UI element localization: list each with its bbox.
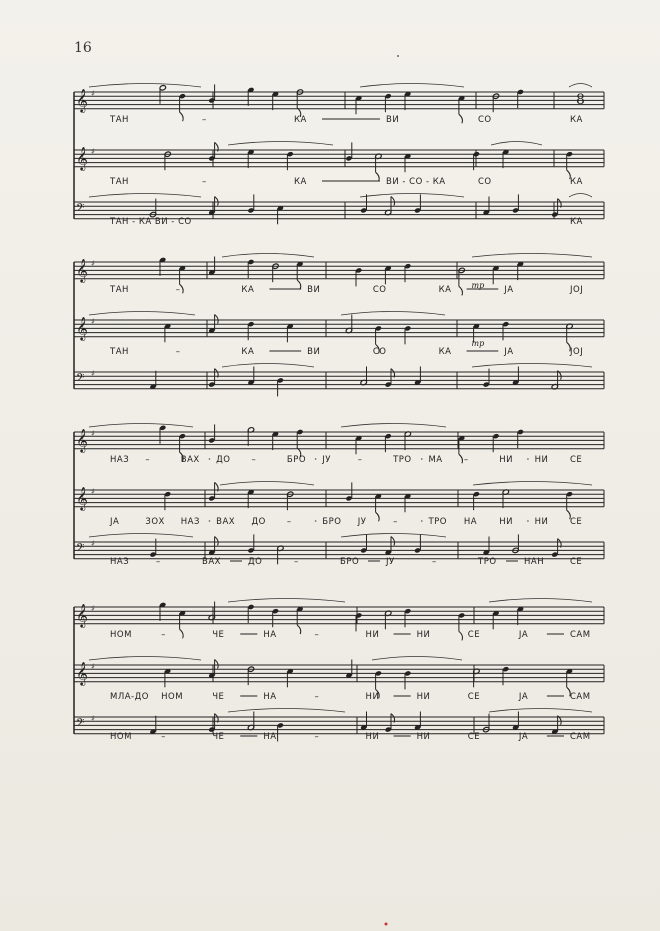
note-icon	[247, 194, 254, 213]
lyric-syllable: СО	[478, 177, 492, 187]
lyric-syllable: –	[314, 692, 320, 702]
treble-clef-icon: 𝄞	[76, 316, 88, 340]
lyric-syllable: ТАН	[110, 347, 129, 357]
lyric-syllable: СЕ	[570, 557, 583, 567]
lyric-syllable: –	[314, 732, 320, 742]
bass-clef-icon: 𝄢	[76, 372, 85, 387]
note-icon	[473, 491, 480, 510]
page-number: 16	[74, 40, 92, 56]
lyric-syllable: ДО	[248, 557, 263, 567]
treble-clef-icon: 𝄞	[76, 258, 88, 282]
note-icon	[414, 534, 421, 553]
treble-clef-icon: 𝄞	[76, 661, 88, 685]
music-system	[74, 599, 604, 743]
dynamic-marking: mp	[471, 339, 485, 348]
note-icon	[149, 539, 156, 558]
treble-staff	[74, 599, 604, 641]
note-icon	[355, 267, 362, 286]
lyric-syllable: ЈА	[504, 347, 514, 357]
music-system	[74, 84, 604, 228]
lyric-syllable: ТРО	[393, 455, 412, 465]
treble-clef-icon: 𝄞	[76, 146, 88, 170]
note-icon	[385, 93, 392, 112]
note-icon	[404, 608, 411, 627]
lyric-syllable: КА	[438, 285, 452, 295]
lyric-syllable: –	[294, 557, 299, 567]
note-icon	[404, 325, 411, 344]
note-icon	[345, 142, 352, 161]
note-icon	[502, 321, 509, 340]
note-icon	[208, 84, 215, 103]
lyric-syllable: ЈА	[518, 630, 529, 640]
lyric-syllable: НОМ	[110, 630, 132, 640]
slur	[222, 254, 314, 258]
lyric-syllable: НОМ	[161, 692, 184, 702]
slur	[473, 482, 592, 486]
lyric-syllable: ЧЕ	[212, 692, 225, 702]
note-icon	[164, 491, 171, 510]
lyric-syllable: НАЗ	[110, 455, 130, 465]
lyric-syllable: ЈА	[518, 732, 529, 742]
sharp-icon: ♯	[91, 369, 95, 378]
slur	[89, 534, 193, 538]
bass-staff	[74, 534, 604, 568]
slur	[372, 657, 462, 661]
lyric-syllable: –	[202, 115, 207, 125]
lyric-syllable: СЕ	[467, 692, 481, 702]
slur	[569, 194, 592, 198]
slur	[472, 364, 592, 368]
note-icon	[287, 151, 294, 170]
lyric-syllable: –	[175, 285, 181, 295]
lyric-syllable: ДО	[251, 517, 266, 527]
lyric-syllable: –	[314, 630, 320, 640]
lyric-syllable: СО	[372, 347, 387, 357]
slur	[89, 84, 201, 88]
lyric-syllable: НА	[263, 732, 277, 742]
bass-staff	[74, 364, 604, 397]
lyric-syllable: САМ	[570, 630, 591, 640]
sharp-icon: ♯	[91, 539, 95, 548]
lyric-syllable: –	[145, 455, 151, 465]
note-icon	[517, 429, 524, 448]
lyric-syllable: –	[161, 630, 166, 640]
lyric-syllable: НИ	[365, 692, 380, 702]
lyric-syllable: БРО	[322, 517, 342, 527]
lyric-syllable: ЈУ	[357, 517, 367, 527]
bass-clef-icon: 𝄢	[76, 202, 85, 217]
slur	[220, 482, 314, 486]
lyric-syllable: КА	[570, 177, 583, 187]
note-icon	[360, 534, 367, 553]
lyric-syllable: КА	[570, 217, 583, 227]
note-icon	[355, 612, 362, 631]
lyric-syllable: НИ	[416, 732, 431, 742]
note-icon	[385, 433, 392, 452]
sharp-icon: ♯	[91, 259, 95, 268]
lyric-syllable: ВАХ	[216, 517, 236, 527]
lyric-syllable: САМ	[570, 692, 591, 702]
note-icon	[277, 722, 284, 741]
sharp-icon: ♯	[91, 487, 95, 496]
lyric-syllable: –	[161, 732, 166, 742]
note-icon	[492, 433, 499, 452]
note-icon	[159, 425, 166, 444]
time-signature: 8	[576, 92, 585, 108]
lyric-syllable: МЛА-ДО	[110, 692, 149, 702]
lyric-syllable: КА	[241, 347, 255, 357]
note-icon	[247, 321, 254, 340]
dynamic-marking: mp	[471, 281, 485, 290]
note-icon	[247, 534, 254, 553]
lyric-syllable: НИ	[416, 630, 431, 640]
treble-clef-icon: 𝄞	[76, 603, 88, 627]
lyric-syllable: НА	[263, 692, 277, 702]
slur	[489, 709, 592, 713]
treble-staff	[74, 142, 604, 188]
note-icon	[512, 194, 519, 213]
lyric-syllable: НИ	[365, 732, 380, 742]
lyric-syllable: СО	[478, 115, 492, 125]
lyric-syllable: СО	[372, 285, 387, 295]
lyric-syllable: ТАН - КА ВИ - СО	[110, 217, 192, 227]
lyric-syllable: ВАХ	[180, 455, 200, 465]
lyric-syllable: НА	[463, 517, 478, 527]
note-icon	[502, 666, 509, 685]
lyric-syllable: НИ	[499, 517, 513, 527]
lyric-syllable: –	[393, 517, 398, 527]
slur	[360, 194, 464, 198]
lyric-syllable: ТАН	[110, 285, 129, 295]
lyric-syllable: ВИ	[386, 115, 400, 125]
note-icon	[247, 259, 254, 278]
lyric-syllable: НАЗ	[110, 557, 130, 567]
slur	[341, 534, 446, 538]
slur	[89, 312, 195, 316]
lyric-syllable: –	[202, 177, 207, 187]
lyric-syllable: ВИ	[307, 285, 321, 295]
note-icon	[404, 263, 411, 282]
slur	[228, 142, 333, 146]
slur	[489, 599, 592, 603]
lyric-syllable: ЗОХ	[145, 517, 165, 527]
slur	[222, 364, 314, 368]
note-icon	[414, 194, 421, 213]
lyric-syllable: НАЗ	[180, 517, 200, 527]
lyric-syllable: ЈОЈ	[570, 285, 584, 295]
lyric-syllable: НИ	[499, 455, 513, 465]
lyric-syllable: –	[463, 455, 469, 465]
note-icon	[179, 93, 186, 121]
lyric-syllable: КА	[294, 115, 307, 125]
lyric-syllable: –	[175, 347, 181, 357]
lyric-syllable: ВИ	[307, 347, 321, 357]
slur	[341, 424, 446, 428]
lyric-syllable: СЕ	[467, 630, 481, 640]
treble-clef-icon: 𝄞	[76, 428, 88, 452]
lyric-syllable: –	[251, 455, 257, 465]
slur	[360, 84, 464, 88]
lyric-syllable: –	[357, 455, 363, 465]
lyric-syllable: КА	[241, 285, 255, 295]
lyric-syllable: КА	[294, 177, 307, 187]
lyric-syllable: ВИ - СО - КА	[386, 177, 446, 187]
treble-staff	[74, 312, 604, 358]
note-icon	[566, 491, 573, 519]
note-icon	[277, 377, 284, 396]
scan-speck	[385, 923, 388, 926]
treble-clef-icon: 𝄞	[76, 486, 88, 510]
slur	[228, 709, 345, 713]
music-system	[74, 254, 604, 397]
note-icon	[345, 482, 352, 501]
bass-staff	[74, 709, 604, 743]
treble-clef-icon: 𝄞	[76, 88, 88, 112]
lyric-syllable: ДО	[216, 455, 231, 465]
lyric-syllable: КА	[438, 347, 452, 357]
bass-clef-icon: 𝄢	[76, 717, 85, 732]
note-icon	[458, 612, 465, 640]
lyric-syllable: ЈА	[110, 517, 120, 527]
sharp-icon: ♯	[91, 714, 95, 723]
lyric-syllable: НИ	[534, 455, 549, 465]
lyric-syllable: ТАН	[110, 115, 129, 125]
lyric-syllable: САМ	[570, 732, 591, 742]
slur	[491, 142, 542, 146]
lyric-syllable: БРО	[340, 557, 360, 567]
note-icon	[483, 369, 490, 388]
note-icon	[458, 267, 465, 295]
slur	[341, 312, 445, 316]
lyric-syllable: БРО	[286, 455, 307, 465]
lyric-syllable: ТРО	[428, 517, 447, 527]
note-icon	[566, 151, 573, 179]
lyric-syllable: ЈА	[504, 285, 514, 295]
treble-staff	[74, 657, 604, 703]
note-icon	[296, 429, 303, 457]
lyric-syllable: НАН	[524, 557, 545, 567]
lyric-syllable: –	[432, 557, 437, 567]
note-icon	[517, 89, 524, 108]
note-icon	[159, 85, 166, 104]
lyric-syllable: МА	[428, 455, 443, 465]
lyric-syllable: –	[156, 557, 161, 567]
lyric-syllable: ЧЕ	[212, 732, 225, 742]
lyric-syllable: ЈУ	[386, 557, 395, 567]
lyric-syllable: НОМ	[110, 732, 132, 742]
lyric-syllable: НИ	[534, 517, 549, 527]
music-system	[74, 424, 604, 568]
slur	[228, 599, 345, 603]
sharp-icon: ♯	[91, 662, 95, 671]
lyric-syllable: ВАХ	[202, 557, 221, 567]
lyric-syllable: ЧЕ	[212, 630, 225, 640]
note-icon	[296, 89, 303, 117]
bass-clef-icon: 𝄢	[76, 542, 85, 557]
note-icon	[404, 670, 411, 689]
lyric-syllable: ТАН	[110, 177, 129, 187]
slur	[89, 424, 193, 428]
slur	[472, 254, 592, 258]
lyric-syllable: ЈУ	[322, 455, 331, 465]
lyric-syllable: –	[286, 517, 292, 527]
note-icon	[360, 194, 367, 213]
lyric-syllable: КА	[570, 115, 583, 125]
lyric-syllable: НИ	[365, 630, 380, 640]
sharp-icon: ♯	[91, 604, 95, 613]
lyric-syllable: СЕ	[570, 517, 583, 527]
lyric-syllable: ТРО	[478, 557, 497, 567]
note-icon	[247, 604, 254, 623]
treble-staff	[74, 424, 604, 466]
lyric-syllable: НИ	[416, 692, 431, 702]
sharp-icon: ♯	[91, 89, 95, 98]
lyric-syllable: ЈОЈ	[570, 347, 584, 357]
scan-speck	[397, 55, 399, 57]
slur	[89, 194, 201, 198]
lyric-syllable: ЈА	[518, 692, 529, 702]
treble-staff	[74, 482, 604, 528]
slur	[89, 657, 201, 661]
sharp-icon: ♯	[91, 317, 95, 326]
bass-staff	[74, 194, 604, 228]
treble-staff	[74, 84, 604, 126]
sharp-icon: ♯	[91, 429, 95, 438]
treble-staff	[74, 254, 604, 296]
note-icon	[272, 608, 279, 627]
lyric-syllable: СЕ	[570, 455, 583, 465]
note-icon	[208, 424, 215, 443]
lyric-syllable: СЕ	[467, 732, 481, 742]
lyric-syllable: НА	[263, 630, 277, 640]
slur	[569, 84, 592, 88]
sharp-icon: ♯	[91, 147, 95, 156]
